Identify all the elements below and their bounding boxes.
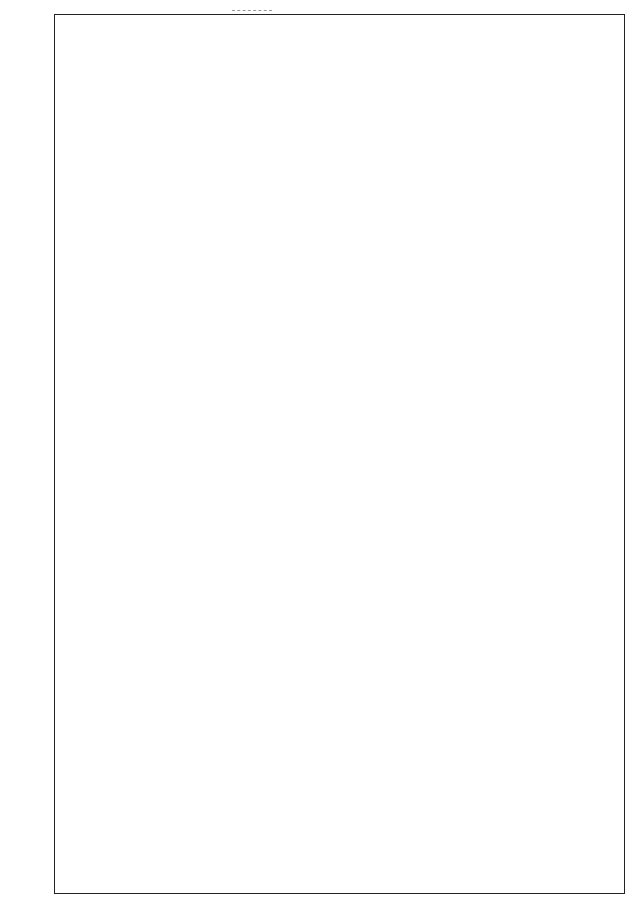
budget-table	[54, 14, 625, 894]
scan-mark	[232, 10, 272, 12]
